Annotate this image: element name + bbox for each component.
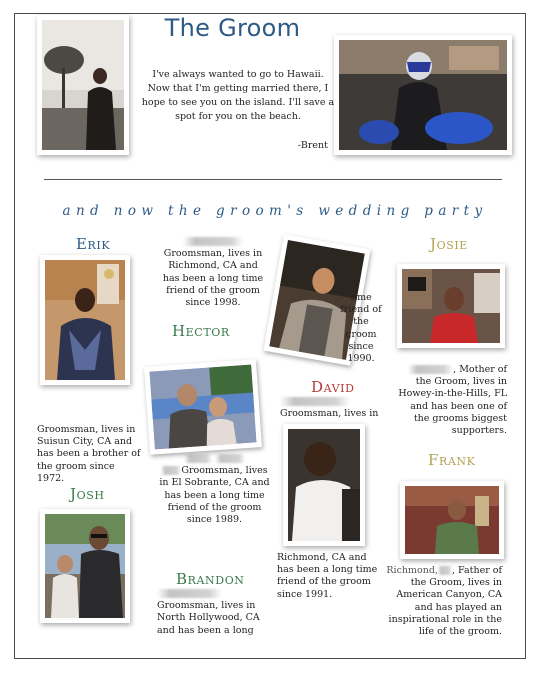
name-redaction <box>161 466 181 475</box>
groom-photo-motorcycle <box>334 35 512 155</box>
frank-bio-text: , Father of the Groom, lives in American Canyon, CA and has played an inspirational role in the life of the groom. <box>388 565 502 638</box>
josh-bio <box>157 453 272 526</box>
groom-photo-tree <box>37 15 129 155</box>
erik-name: Erik <box>76 235 111 253</box>
david-photo <box>283 424 365 546</box>
hector-bio-top <box>160 236 266 309</box>
frank-name: Frank <box>428 451 476 469</box>
brandon-bio <box>157 588 267 637</box>
josh-name: Josh <box>70 485 105 503</box>
erik-photo <box>40 255 130 385</box>
brandon-bio-text: Groomsman, lives in North Hollywood, CA and has been a long <box>157 600 260 636</box>
groom-signature: -Brent <box>297 140 328 151</box>
erik-bio: Groomsman, lives in Suisun City, CA and has been a brother of the groom since 1972. <box>37 424 141 484</box>
david-bio-bottom: Richmond, CA and has been a long time friend of the groom since 1991. <box>277 552 378 600</box>
frank-photo <box>400 481 504 559</box>
david-bio-top <box>280 396 390 420</box>
frank-bio <box>380 565 502 638</box>
josie-bio <box>395 364 507 437</box>
josie-name: Josie <box>430 235 468 253</box>
name-redaction <box>184 454 212 463</box>
josh-bio-text: Groomsman, lives in El Sobrante, CA and has been a long time friend of the groom since 1989. <box>159 465 270 526</box>
josie-bio-text: , Mother of the Groom, lives in Howey-in-the-Hills, FL and has been one of the grooms biggest supporters. <box>398 364 507 437</box>
brandon-name: Brandon <box>176 570 245 588</box>
david-name: David <box>311 378 355 396</box>
groom-quote: I've always wanted to go to Hawaii. Now that I'm getting married there, I hope to see you on the island. I'll save a spot for you on the beach. <box>141 69 335 122</box>
josie-photo <box>397 264 505 348</box>
josh-photo <box>40 509 130 623</box>
hector-bio-right: time friend of the groom since 1990. <box>340 292 382 365</box>
hector-bio-top-text: Groomsman, lives in Richmond, CA and has been a long time friend of the groom since 1998. <box>162 248 264 309</box>
hector-name: Hector <box>172 322 230 340</box>
frank-bio-lead: Richmond, <box>386 565 438 576</box>
divider-line <box>44 179 502 180</box>
page-title: The Groom <box>164 14 301 42</box>
name-redaction <box>215 454 245 463</box>
david-bio-top-text: Groomsman, lives in <box>280 408 379 420</box>
name-redaction <box>183 237 243 246</box>
section-subtitle: and now the groom's wedding party <box>62 203 488 219</box>
name-redaction <box>438 566 452 575</box>
david-photo-couple <box>144 359 262 455</box>
name-redaction <box>280 397 350 406</box>
name-redaction <box>408 365 453 374</box>
name-redaction <box>157 589 222 598</box>
